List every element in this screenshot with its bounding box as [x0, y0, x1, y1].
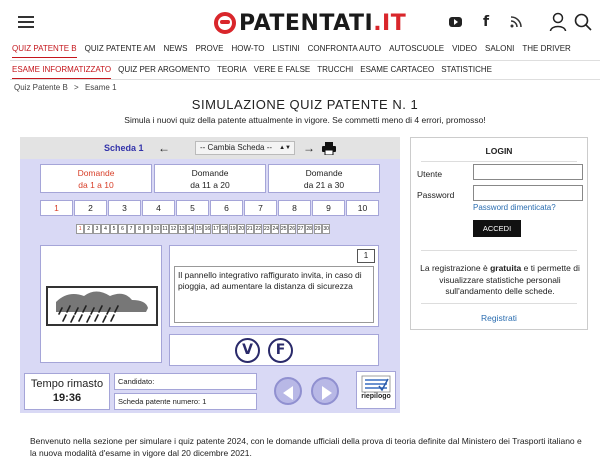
mini-question-cell[interactable]: 11	[162, 226, 168, 232]
breadcrumb-item[interactable]: Esame 1	[84, 83, 117, 92]
next-arrow-icon	[322, 386, 332, 400]
question-text: Il pannello integrativo raffigurato invita, in caso di pioggia, ad aumentare la distanza di sicurezza	[174, 266, 374, 323]
mini-question-cell[interactable]: 16	[204, 226, 211, 232]
forgot-password-link[interactable]: Password dimenticata?	[473, 203, 556, 212]
page-subtitle: Simula i nuovi quiz della patente attualmente in vigore. Se commetti meno di 4 errori, promosso!	[124, 115, 486, 125]
mini-question-cell[interactable]: 21	[247, 226, 253, 232]
next-question-button[interactable]	[311, 377, 339, 405]
divider	[421, 161, 577, 162]
nav-how-to[interactable]: HOW-TO	[231, 44, 265, 53]
scheda-label: Scheda 1	[104, 143, 144, 153]
divider	[10, 60, 600, 61]
password-input[interactable]	[473, 185, 583, 201]
register-link[interactable]: Registrati	[481, 313, 517, 323]
answer-box	[169, 334, 379, 366]
nav-teoria[interactable]: TEORIA	[217, 65, 247, 74]
mini-question-cell[interactable]: 8	[135, 224, 143, 234]
summary-label: riepilogo	[361, 393, 391, 400]
select-arrows-icon: ▲▼	[279, 145, 291, 151]
mini-question-cell[interactable]: 9	[144, 224, 152, 234]
mini-question-cell[interactable]: 20	[238, 226, 245, 232]
login-panel	[410, 137, 588, 330]
mini-question-cell[interactable]: 22	[255, 226, 262, 232]
timer-value: 19:36	[52, 392, 82, 404]
password-label: Password	[417, 190, 455, 200]
group-label: Domande	[305, 168, 343, 178]
mini-question-cell[interactable]: 10	[153, 226, 160, 232]
breadcrumb-item[interactable]: Quiz Patente B	[14, 83, 68, 92]
mini-question-cell[interactable]: 5	[110, 224, 118, 234]
mini-question-cell[interactable]: 12	[170, 226, 177, 232]
group-label: Domande	[191, 168, 229, 178]
divider	[421, 303, 577, 304]
nav-saloni[interactable]: SALONI	[485, 44, 515, 53]
question-number-button[interactable]: 3	[108, 200, 141, 216]
registration-info-text: e ti permette di visualizzare statistiche personali sull'andamento delle schede.	[439, 263, 580, 296]
username-input[interactable]	[473, 164, 583, 180]
group-tab-11-20[interactable]	[154, 164, 266, 193]
mini-question-cell[interactable]: 26	[289, 226, 295, 232]
nav-esame-cartaceo[interactable]: ESAME CARTACEO	[360, 65, 435, 74]
mini-question-cell[interactable]: 13	[179, 226, 185, 232]
breadcrumb	[14, 83, 117, 92]
mini-question-cell[interactable]: 27	[297, 226, 304, 232]
question-number-bar	[40, 200, 380, 216]
group-tab-1-10[interactable]	[40, 164, 152, 193]
prev-arrow-icon	[283, 386, 293, 400]
prev-scheda-arrow-icon[interactable]: ←	[158, 141, 170, 155]
steering-wheel-icon	[214, 12, 236, 34]
question-number-button[interactable]: 6	[210, 200, 243, 216]
question-number-button[interactable]: 10	[346, 200, 379, 216]
mini-question-cell[interactable]: 24	[272, 226, 279, 232]
primary-nav	[12, 44, 579, 58]
false-button[interactable]: F	[268, 338, 293, 363]
mini-question-cell[interactable]: 3	[93, 224, 101, 234]
registration-info-text: La registrazione è	[420, 263, 491, 273]
search-icon[interactable]	[574, 13, 592, 31]
facebook-icon[interactable]: f	[482, 14, 490, 30]
nav-confronta-auto[interactable]: CONFRONTA AUTO	[307, 44, 382, 53]
mini-question-cell[interactable]: 25	[280, 226, 287, 232]
timer-box	[24, 373, 110, 410]
group-label: Domande	[77, 168, 115, 178]
secondary-nav	[12, 65, 499, 79]
mini-question-cell[interactable]: 18	[221, 226, 228, 232]
prev-question-button[interactable]	[274, 377, 302, 405]
login-button[interactable]: ACCEDI	[473, 220, 521, 237]
nav-esame-informatizzato[interactable]: ESAME INFORMATIZZATO	[12, 65, 111, 79]
question-number-button[interactable]: 5	[176, 200, 209, 216]
question-number-button[interactable]: 4	[142, 200, 175, 216]
rain-panel-sign-image	[46, 286, 158, 326]
group-range: da 11 a 20	[190, 180, 230, 190]
registration-info	[415, 263, 585, 298]
timer-label: Tempo rimasto	[30, 378, 104, 390]
scheda-select-value: -- Cambia Scheda --	[200, 143, 273, 152]
group-range: da 21 a 30	[303, 180, 345, 190]
divider	[10, 79, 600, 80]
quiz-toolbar	[20, 137, 400, 159]
mini-question-cell[interactable]: 28	[306, 226, 312, 232]
nav-news[interactable]: NEWS	[163, 44, 188, 53]
quiz-panel	[20, 137, 400, 413]
nav-prove[interactable]: PROVE	[195, 44, 224, 53]
true-button[interactable]: V	[235, 338, 260, 363]
nav-statistiche[interactable]: STATISTICHE	[441, 65, 493, 74]
nav-listini[interactable]: LISTINI	[272, 44, 300, 53]
divider	[421, 250, 577, 251]
nav-video[interactable]: VIDEO	[452, 44, 478, 53]
nav-quiz-per-argomento[interactable]: QUIZ PER ARGOMENTO	[118, 65, 210, 74]
question-number-button[interactable]: 1	[40, 200, 73, 216]
site-logo[interactable]	[214, 10, 406, 36]
question-number-button[interactable]: 8	[278, 200, 311, 216]
mini-question-cell[interactable]: 19	[230, 226, 236, 232]
question-image-box	[40, 245, 162, 363]
mini-question-cell[interactable]: 23	[263, 226, 270, 232]
question-box	[169, 245, 379, 327]
intro-paragraph: Benvenuto nella sezione per simulare i quiz patente 2024, con le domande ufficiali della prova di teoria definite dal Ministero dei Trasporti italiano e la nuova modalità d'esame in vigore dal 20 dicembre 2021.	[30, 436, 582, 458]
user-icon[interactable]	[549, 12, 567, 32]
nav-autoscuole[interactable]: AUTOSCUOLE	[389, 44, 445, 53]
nav-quiz-patente-am[interactable]: QUIZ PATENTE AM	[84, 44, 156, 53]
nav-vere-e-false[interactable]: VERE E FALSE	[253, 65, 311, 74]
group-range: da 1 a 10	[78, 180, 114, 190]
question-mini-index	[76, 224, 331, 234]
candidate-field: Candidato:	[114, 373, 257, 390]
nav-the-driver[interactable]: THE DRIVER	[522, 44, 571, 53]
question-number-button[interactable]: 7	[244, 200, 277, 216]
menu-icon[interactable]	[18, 16, 34, 28]
logo-text: PATENTATI	[239, 10, 374, 36]
page-title: SIMULAZIONE QUIZ PATENTE N. 1	[191, 97, 419, 112]
print-icon[interactable]	[322, 141, 336, 155]
mini-question-cell[interactable]: 6	[118, 224, 126, 234]
mini-question-cell[interactable]: 4	[101, 224, 109, 234]
mini-question-cell[interactable]: 1	[76, 224, 84, 234]
mini-question-cell[interactable]: 7	[127, 224, 135, 234]
registration-info-bold: gratuita	[490, 263, 522, 273]
sheet-number-field: Scheda patente numero: 1	[114, 393, 257, 410]
scheda-select[interactable]	[195, 141, 295, 155]
mini-question-cell[interactable]: 2	[84, 224, 92, 234]
rss-icon[interactable]	[508, 14, 524, 30]
mini-question-cell[interactable]: 30	[323, 226, 329, 232]
nav-quiz-patente-b[interactable]: QUIZ PATENTE B	[12, 44, 77, 58]
logo-suffix: .IT	[373, 10, 407, 36]
checklist-icon	[361, 375, 391, 393]
mini-question-cell[interactable]: 29	[314, 226, 321, 232]
question-number-button[interactable]: 2	[74, 200, 107, 216]
youtube-icon[interactable]	[447, 14, 463, 30]
question-number: 1	[357, 249, 375, 263]
mini-question-cell[interactable]: 17	[213, 226, 219, 232]
username-label: Utente	[417, 169, 443, 179]
login-title: LOGIN	[485, 146, 513, 156]
question-number-button[interactable]: 9	[312, 200, 345, 216]
next-scheda-arrow-icon[interactable]: →	[303, 141, 315, 155]
summary-button[interactable]	[356, 371, 396, 409]
mini-question-cell[interactable]: 15	[196, 226, 202, 232]
mini-question-cell[interactable]: 14	[187, 226, 194, 232]
nav-trucchi[interactable]: TRUCCHI	[317, 65, 354, 74]
breadcrumb-separator: >	[74, 83, 79, 92]
group-tab-21-30[interactable]	[268, 164, 380, 193]
header	[0, 0, 610, 44]
